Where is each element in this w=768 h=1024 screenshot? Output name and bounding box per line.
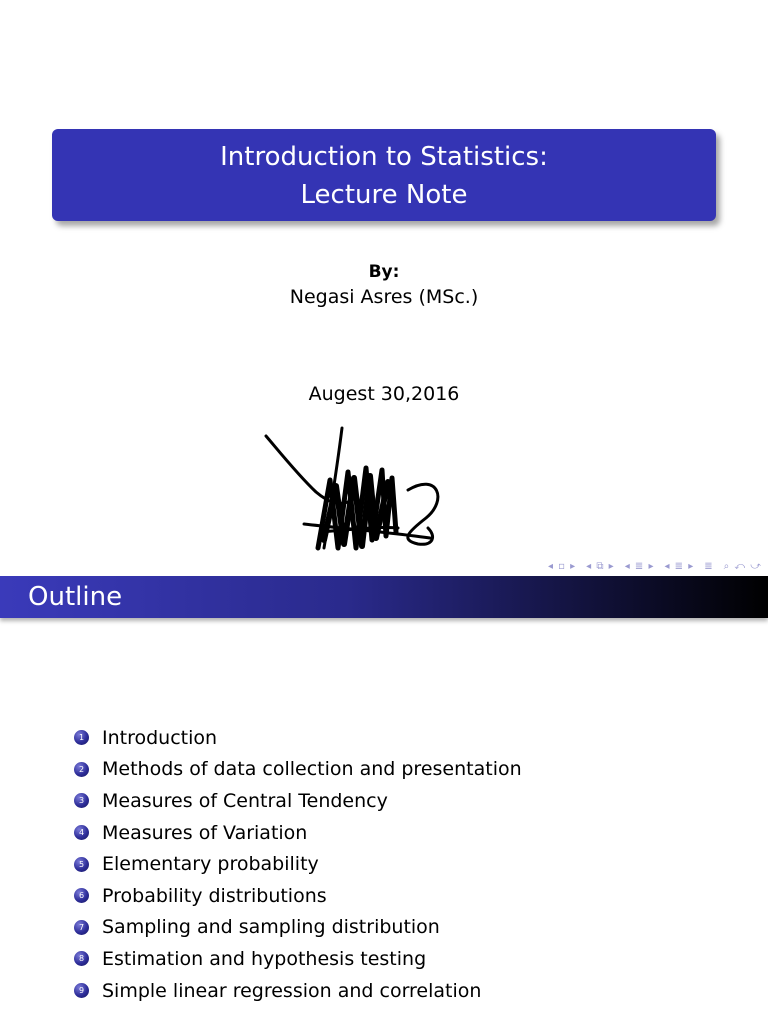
outline-item [74,754,522,786]
by-label: By: [368,262,400,282]
outline-item [74,943,522,975]
outline-list [74,722,522,1006]
numbered-bullet-icon: 2 [74,762,89,777]
outline-item [74,848,522,880]
outline-item-label: Methods of data collection and presentation [102,758,522,781]
nav-subsection-icon[interactable]: ◂ ⧉ ▸ [586,561,615,572]
outline-item-label: Measures of Variation [102,821,308,844]
numbered-bullet-icon: 3 [74,793,89,808]
outline-item [74,722,522,754]
outline-item-label: Estimation and hypothesis testing [102,947,427,970]
outline-item-label: Elementary probability [102,853,319,876]
outline-item [74,817,522,849]
author-name: Negasi Asres (MSc.) [289,286,479,308]
numbered-bullet-icon: 9 [74,983,89,998]
outline-item-label: Sampling and sampling distribution [102,916,440,939]
outline-item-label: Measures of Central Tendency [102,789,388,812]
nav-search-back-forward-icon[interactable]: ⌕ ⤺ ⤻ [723,561,762,572]
nav-frame-icon[interactable]: ◂ ▫ ▸ [547,561,577,572]
outline-item-label: Simple linear regression and correlation [102,979,482,1002]
beamer-navigation-bar[interactable] [548,561,762,575]
title-line-2: Lecture Note [300,180,468,210]
outline-item-label: Probability distributions [102,884,327,907]
numbered-bullet-icon: 1 [74,730,89,745]
numbered-bullet-icon: 8 [74,951,89,966]
outline-slide [0,576,768,1024]
numbered-bullet-icon: 4 [74,825,89,840]
frame-header [0,576,768,618]
numbered-bullet-icon: 6 [74,888,89,903]
frame-title: Outline [28,582,123,612]
nav-section-icon[interactable]: ◂ ≣ ▸ [624,561,655,572]
nav-appendix-icon[interactable]: ≣ [704,561,714,572]
title-line-1: Introduction to Statistics: [220,142,548,172]
outline-item [74,912,522,944]
title-box [52,129,716,221]
numbered-bullet-icon: 5 [74,857,89,872]
outline-item [74,785,522,817]
outline-item [74,975,522,1007]
numbered-bullet-icon: 7 [74,920,89,935]
outline-item [74,880,522,912]
handwritten-signature [258,420,448,560]
presentation-date: Augest 30,2016 [308,383,460,405]
nav-presentation-icon[interactable]: ◂ ≣ ▸ [664,561,695,572]
outline-item-label: Introduction [102,726,218,749]
